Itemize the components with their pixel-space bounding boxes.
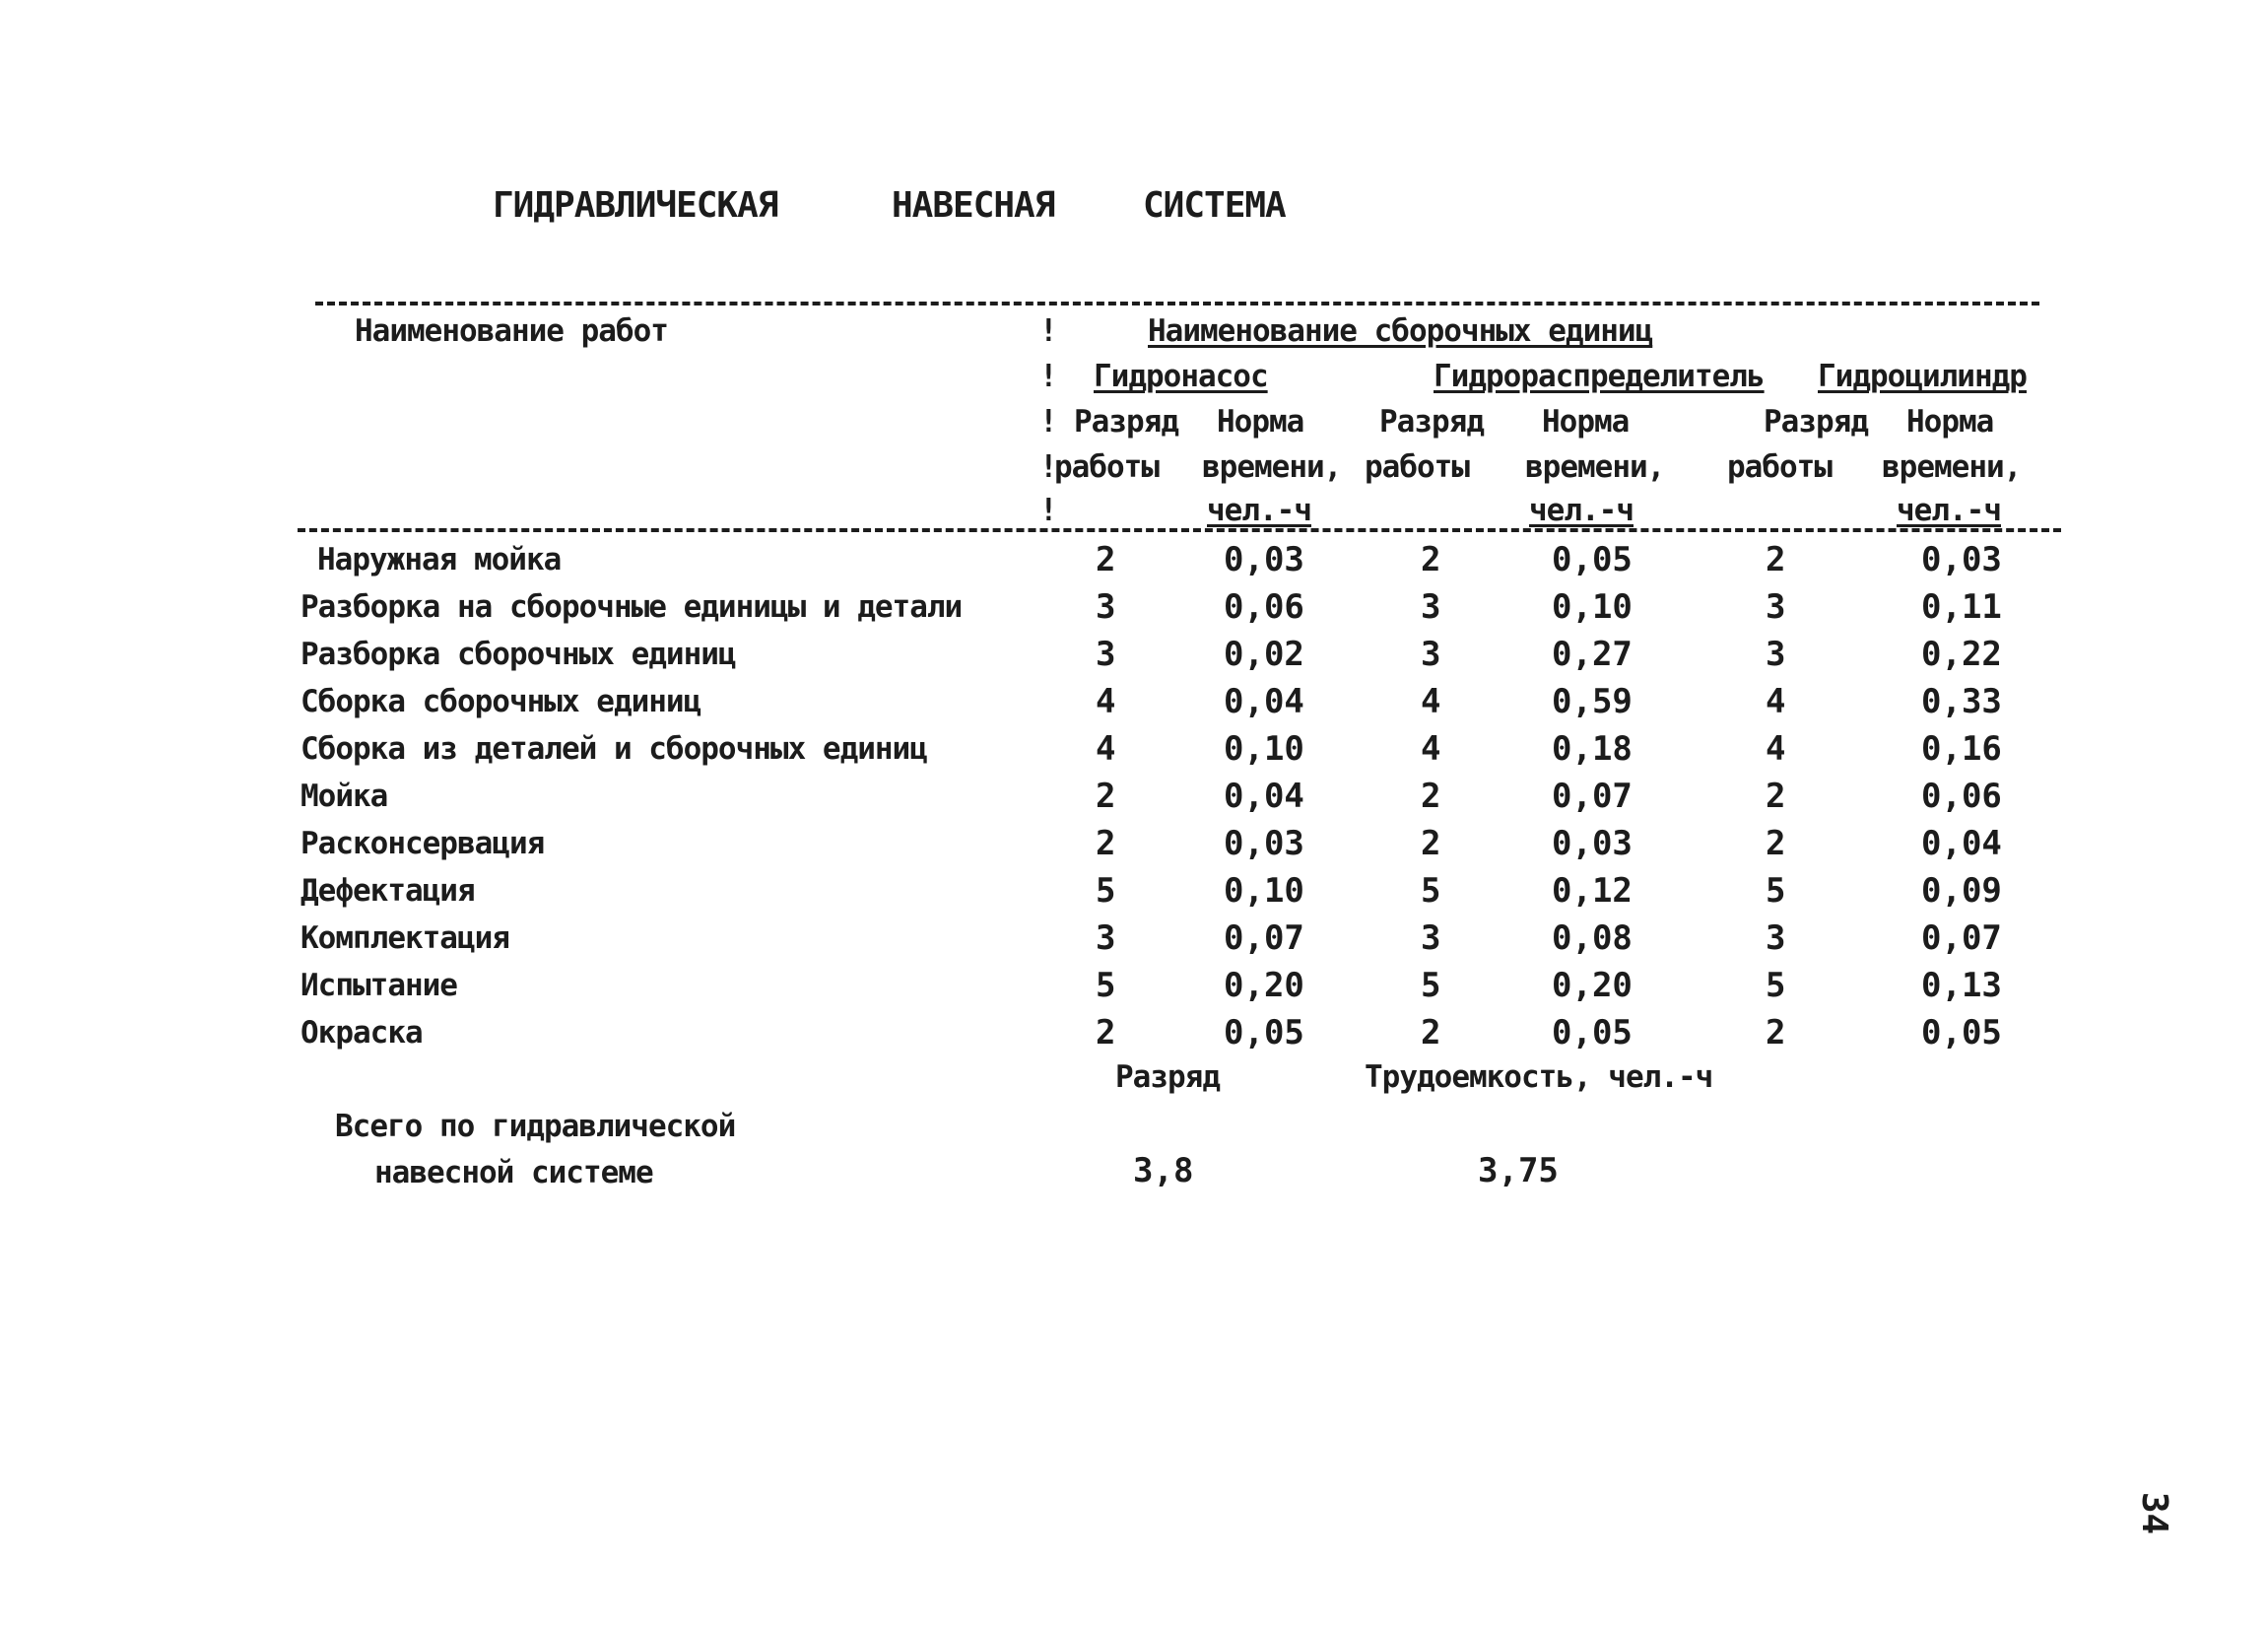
table-row-name: Комплектация	[300, 920, 509, 956]
table-cell-norm: 0,05	[1921, 1013, 2002, 1052]
table-cell-rank: 3	[1766, 635, 1786, 674]
header-unit-cylinder: Гидроцилиндр	[1818, 359, 2027, 394]
table-cell-rank: 2	[1766, 824, 1786, 863]
header-norm: Норма	[1906, 404, 1994, 440]
header-separator: !	[1039, 359, 1057, 394]
header-bottom-rule	[298, 528, 2061, 532]
header-top-rule	[315, 302, 2039, 305]
table-cell-rank: 2	[1766, 540, 1786, 579]
table-cell-rank: 2	[1421, 824, 1441, 863]
header-separator: !	[1039, 404, 1057, 440]
title-word-1: ГИДРАВЛИЧЕСКАЯ	[493, 185, 778, 226]
table-cell-rank: 4	[1096, 729, 1116, 769]
table-cell-rank: 5	[1766, 966, 1786, 1005]
table-row-name: Сборка из деталей и сборочных единиц	[300, 731, 927, 767]
header-norm-unit: чел.-ч	[1529, 493, 1634, 528]
table-cell-norm: 0,03	[1921, 540, 2002, 579]
header-assembly-units: Наименование сборочных единиц	[1148, 313, 1653, 349]
table-cell-norm: 0,16	[1921, 729, 2002, 769]
header-unit-distributor: Гидрораспределитель	[1434, 359, 1765, 394]
table-cell-norm: 0,10	[1224, 871, 1304, 911]
summary-labor-value: 3,75	[1478, 1151, 1559, 1190]
table-cell-rank: 2	[1766, 1013, 1786, 1052]
header-unit-pump: Гидронасос	[1094, 359, 1268, 394]
summary-total-label-line1: Всего по гидравлической	[335, 1109, 736, 1144]
table-cell-rank: 3	[1096, 918, 1116, 958]
table-cell-norm: 0,20	[1224, 966, 1304, 1005]
table-cell-norm: 0,13	[1921, 966, 2002, 1005]
table-cell-rank: 4	[1421, 682, 1441, 721]
header-norm-sub: времени,	[1525, 449, 1665, 485]
table-cell-rank: 2	[1096, 777, 1116, 816]
table-cell-rank: 3	[1421, 587, 1441, 627]
table-row-name: Испытание	[300, 968, 457, 1003]
table-cell-rank: 2	[1421, 1013, 1441, 1052]
table-cell-rank: 5	[1766, 871, 1786, 911]
table-cell-rank: 2	[1766, 777, 1786, 816]
table-cell-norm: 0,06	[1224, 587, 1304, 627]
table-cell-rank: 2	[1096, 1013, 1116, 1052]
table-cell-norm: 0,20	[1552, 966, 1633, 1005]
table-cell-norm: 0,06	[1921, 777, 2002, 816]
header-rank-sub: работы	[1054, 449, 1159, 485]
table-cell-norm: 0,03	[1552, 824, 1633, 863]
header-rank-sub: работы	[1365, 449, 1469, 485]
table-cell-norm: 0,11	[1921, 587, 2002, 627]
table-cell-norm: 0,10	[1224, 729, 1304, 769]
header-norm: Норма	[1542, 404, 1630, 440]
table-cell-norm: 0,02	[1224, 635, 1304, 674]
table-cell-norm: 0,04	[1224, 777, 1304, 816]
table-cell-rank: 4	[1096, 682, 1116, 721]
table-cell-rank: 3	[1421, 918, 1441, 958]
header-rank: Разряд	[1764, 404, 1868, 440]
table-cell-norm: 0,03	[1224, 824, 1304, 863]
summary-labor-label: Трудоемкость, чел.-ч	[1365, 1059, 1713, 1095]
table-cell-rank: 3	[1421, 635, 1441, 674]
table-row-name: Сборка сборочных единиц	[300, 684, 701, 719]
table-cell-norm: 0,33	[1921, 682, 2002, 721]
header-norm-sub: времени,	[1202, 449, 1342, 485]
table-cell-norm: 0,05	[1552, 1013, 1633, 1052]
header-work-name: Наименование работ	[355, 313, 668, 349]
table-cell-rank: 2	[1421, 777, 1441, 816]
header-rank: Разряд	[1074, 404, 1178, 440]
table-cell-norm: 0,04	[1224, 682, 1304, 721]
table-cell-rank: 4	[1421, 729, 1441, 769]
table-cell-rank: 5	[1421, 871, 1441, 911]
table-cell-norm: 0,59	[1552, 682, 1633, 721]
table-row-name: Окраска	[300, 1015, 423, 1051]
table-row-name: Дефектация	[300, 873, 475, 909]
table-cell-rank: 2	[1421, 540, 1441, 579]
header-separator: !	[1039, 313, 1057, 349]
table-cell-norm: 0,05	[1224, 1013, 1304, 1052]
table-cell-rank: 5	[1096, 966, 1116, 1005]
table-cell-norm: 0,04	[1921, 824, 2002, 863]
table-cell-norm: 0,03	[1224, 540, 1304, 579]
header-norm: Норма	[1217, 404, 1304, 440]
table-row-name: Разборка сборочных единиц	[300, 637, 736, 672]
summary-total-label-line2: навесной системе	[374, 1155, 653, 1190]
table-cell-norm: 0,18	[1552, 729, 1633, 769]
table-cell-norm: 0,27	[1552, 635, 1633, 674]
header-separator: !	[1039, 449, 1057, 485]
page-number: 34	[2134, 1491, 2175, 1535]
table-cell-rank: 4	[1766, 729, 1786, 769]
table-cell-rank: 3	[1766, 918, 1786, 958]
table-cell-rank: 2	[1096, 824, 1116, 863]
table-cell-norm: 0,05	[1552, 540, 1633, 579]
table-row-name: Разборка на сборочные единицы и детали	[300, 589, 963, 625]
header-rank: Разряд	[1379, 404, 1484, 440]
header-rank-sub: работы	[1727, 449, 1832, 485]
table-cell-norm: 0,07	[1552, 777, 1633, 816]
table-cell-norm: 0,07	[1921, 918, 2002, 958]
table-row-name: Расконсервация	[300, 826, 545, 861]
table-cell-rank: 5	[1096, 871, 1116, 911]
table-cell-norm: 0,07	[1224, 918, 1304, 958]
summary-rank-value: 3,8	[1133, 1151, 1194, 1190]
header-norm-unit: чел.-ч	[1897, 493, 2001, 528]
table-cell-rank: 3	[1766, 587, 1786, 627]
table-cell-rank: 5	[1421, 966, 1441, 1005]
header-norm-sub: времени,	[1882, 449, 2022, 485]
header-norm-unit: чел.-ч	[1207, 493, 1311, 528]
table-cell-norm: 0,08	[1552, 918, 1633, 958]
title-word-2: НАВЕСНАЯ	[892, 185, 1055, 226]
table-row-name: Наружная мойка	[317, 542, 562, 577]
table-cell-norm: 0,10	[1552, 587, 1633, 627]
table-cell-rank: 4	[1766, 682, 1786, 721]
table-cell-rank: 2	[1096, 540, 1116, 579]
table-cell-rank: 3	[1096, 635, 1116, 674]
header-separator: !	[1039, 493, 1057, 528]
summary-rank-label: Разряд	[1115, 1059, 1220, 1095]
table-row-name: Мойка	[300, 779, 388, 814]
title-word-3: СИСТЕМА	[1143, 185, 1286, 226]
table-cell-norm: 0,22	[1921, 635, 2002, 674]
table-cell-norm: 0,12	[1552, 871, 1633, 911]
table-cell-norm: 0,09	[1921, 871, 2002, 911]
table-cell-rank: 3	[1096, 587, 1116, 627]
